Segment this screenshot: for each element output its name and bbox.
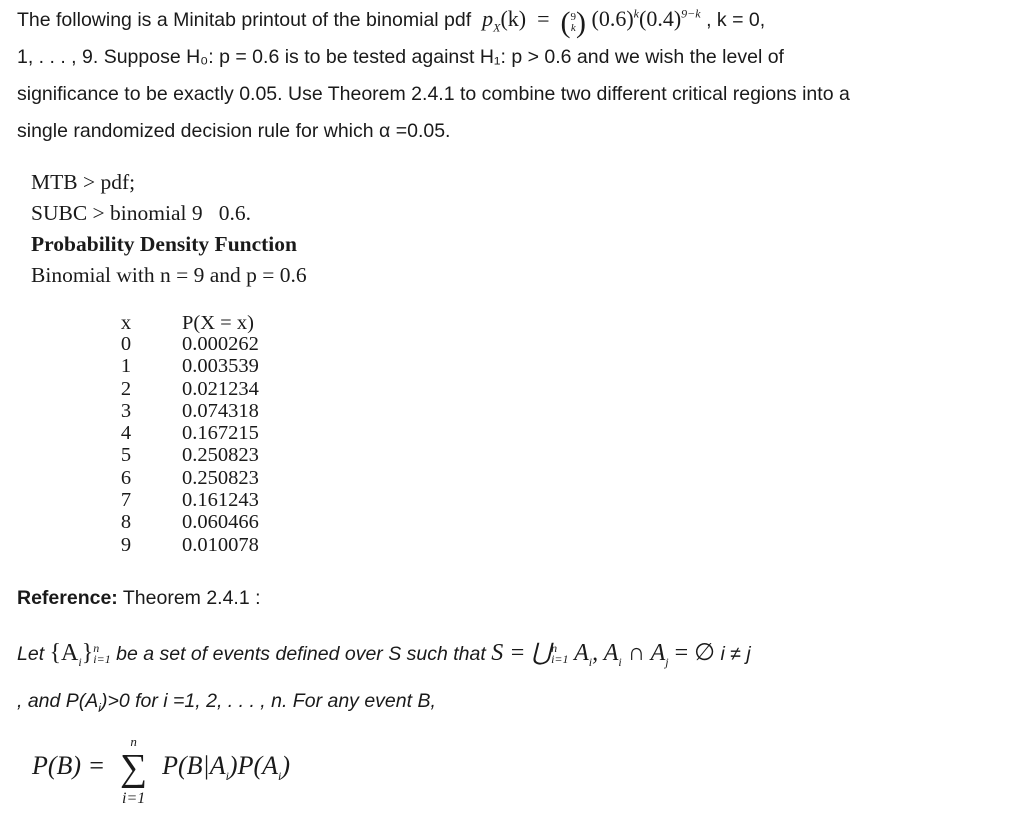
table-cell-p: 0.003539 — [182, 355, 259, 378]
minitab-cmd2: SUBC > binomial 9 0.6. — [31, 201, 251, 225]
table-cell-x: 7 — [120, 489, 132, 512]
formula-rhs: P(B|A — [162, 750, 226, 780]
table-cell-x: 6 — [120, 466, 132, 489]
theorem-set — [49, 640, 111, 669]
table-cell-p: 0.167215 — [182, 422, 259, 445]
table-cell-x: 2 — [120, 377, 132, 400]
reference-line — [17, 584, 261, 612]
formula-rhs-end: ) — [281, 750, 291, 780]
union-sup: n — [551, 641, 558, 656]
theorem-line2 — [17, 684, 436, 718]
table-cell-x: 1 — [120, 355, 132, 378]
set-close: } — [81, 640, 94, 666]
theorem-neq: i ≠ j — [715, 643, 751, 665]
table-cell-p: 0.000262 — [182, 333, 259, 355]
total-probability-formula — [32, 734, 291, 807]
table-cell-x: 5 — [120, 444, 132, 467]
pmf-rhs1: (0.6) — [591, 6, 634, 31]
pmf-sub: X — [493, 20, 501, 35]
theorem-line2-sub: i — [98, 700, 101, 715]
minitab-subheading: Binomial with n = 9 and p = 0.6 — [31, 263, 307, 287]
binomial-coefficient: (9 k) — [560, 6, 587, 40]
table-cell-p: 0.250823 — [182, 466, 259, 489]
union-rest-sub: i — [588, 654, 593, 669]
formula-rhs-mid: )P(A — [228, 750, 279, 780]
set-sub: i — [78, 654, 82, 669]
union-sub: i=1 — [551, 652, 569, 667]
pmf-exp2: 9−k — [681, 6, 701, 21]
intersect-sub-j: j — [665, 654, 669, 669]
problem-statement — [17, 0, 1007, 150]
pmf-eq: = — [537, 6, 550, 31]
pmf-formula — [477, 6, 707, 40]
minitab-cmd1: MTB > pdf; — [31, 170, 136, 194]
pmf-rhs2: (0.4) — [639, 6, 682, 31]
union-expr: S = ⋃ — [491, 640, 552, 666]
set-lower: i=1 — [93, 652, 111, 667]
formula-lhs: P(B) = — [32, 750, 106, 780]
theorem-middle: be a set of events defined over S such that — [116, 643, 486, 665]
table-cell-x: 3 — [120, 399, 132, 422]
table-cell-p: 0.010078 — [182, 533, 259, 556]
table-cell-x: 4 — [120, 422, 132, 445]
binom-bottom: k — [570, 22, 576, 35]
header-p: P(X = x) — [182, 312, 254, 334]
set-sup: n — [93, 641, 100, 656]
problem-line4: single randomized decision rule for which α =0.05. — [17, 120, 451, 143]
reference-text: Theorem 2.4.1 : — [122, 587, 261, 609]
formula-rhs-sub1: i — [225, 769, 229, 784]
table-cell-p: 0.074318 — [182, 399, 259, 422]
table-cell-x: 0 — [120, 333, 132, 355]
theorem-line2-start: , and P(A — [17, 690, 99, 712]
pmf-exp1: k — [633, 6, 639, 21]
theorem-union — [491, 640, 716, 669]
problem-intro: The following is a Minitab printout of the binomial pdf — [17, 9, 472, 31]
theorem-line1 — [17, 636, 751, 671]
header-x: x — [120, 312, 132, 334]
formula-rhs-sub2: i — [278, 769, 282, 784]
sum-symbol: ∑ — [120, 747, 148, 789]
set-open: {A — [49, 640, 79, 666]
sum-top: n — [130, 734, 137, 749]
cap: ∩ A — [621, 640, 666, 666]
table-cell-x: 8 — [120, 511, 132, 534]
intersect-sub-i: i — [618, 654, 622, 669]
reference-label: Reference: — [17, 587, 118, 609]
theorem-line2-rest: )>0 for i =1, 2, . . . , n. For any event B, — [100, 690, 436, 712]
union-rest: A — [574, 640, 589, 666]
table-cell-p: 0.250823 — [182, 444, 259, 467]
intersect: , A — [592, 640, 619, 666]
binom-top: 9 — [570, 11, 577, 24]
theorem-let: Let — [17, 643, 45, 665]
pmf-arg: (k) — [500, 6, 527, 31]
empty-set: = ∅ — [668, 640, 716, 666]
table-cell-x: 9 — [120, 533, 132, 556]
table-cell-p: 0.021234 — [182, 377, 259, 400]
minitab-output — [31, 167, 307, 291]
pmf-lhs: p — [482, 6, 494, 31]
sum-bottom: i=1 — [122, 790, 146, 807]
minitab-heading: Probability Density Function — [31, 232, 297, 256]
table-cell-p: 0.060466 — [182, 511, 259, 534]
summation — [112, 734, 156, 807]
problem-line3: significance to be exactly 0.05. Use Theorem 2.4.1 to combine two different critical regions into a — [17, 83, 850, 106]
problem-after-pmf: , k = 0, — [706, 9, 766, 31]
table-cell-p: 0.161243 — [182, 489, 259, 512]
problem-line2: 1, . . . , 9. Suppose H₀: p = 0.6 is to be tested against H₁: p > 0.6 and we wish the level of — [17, 46, 784, 69]
